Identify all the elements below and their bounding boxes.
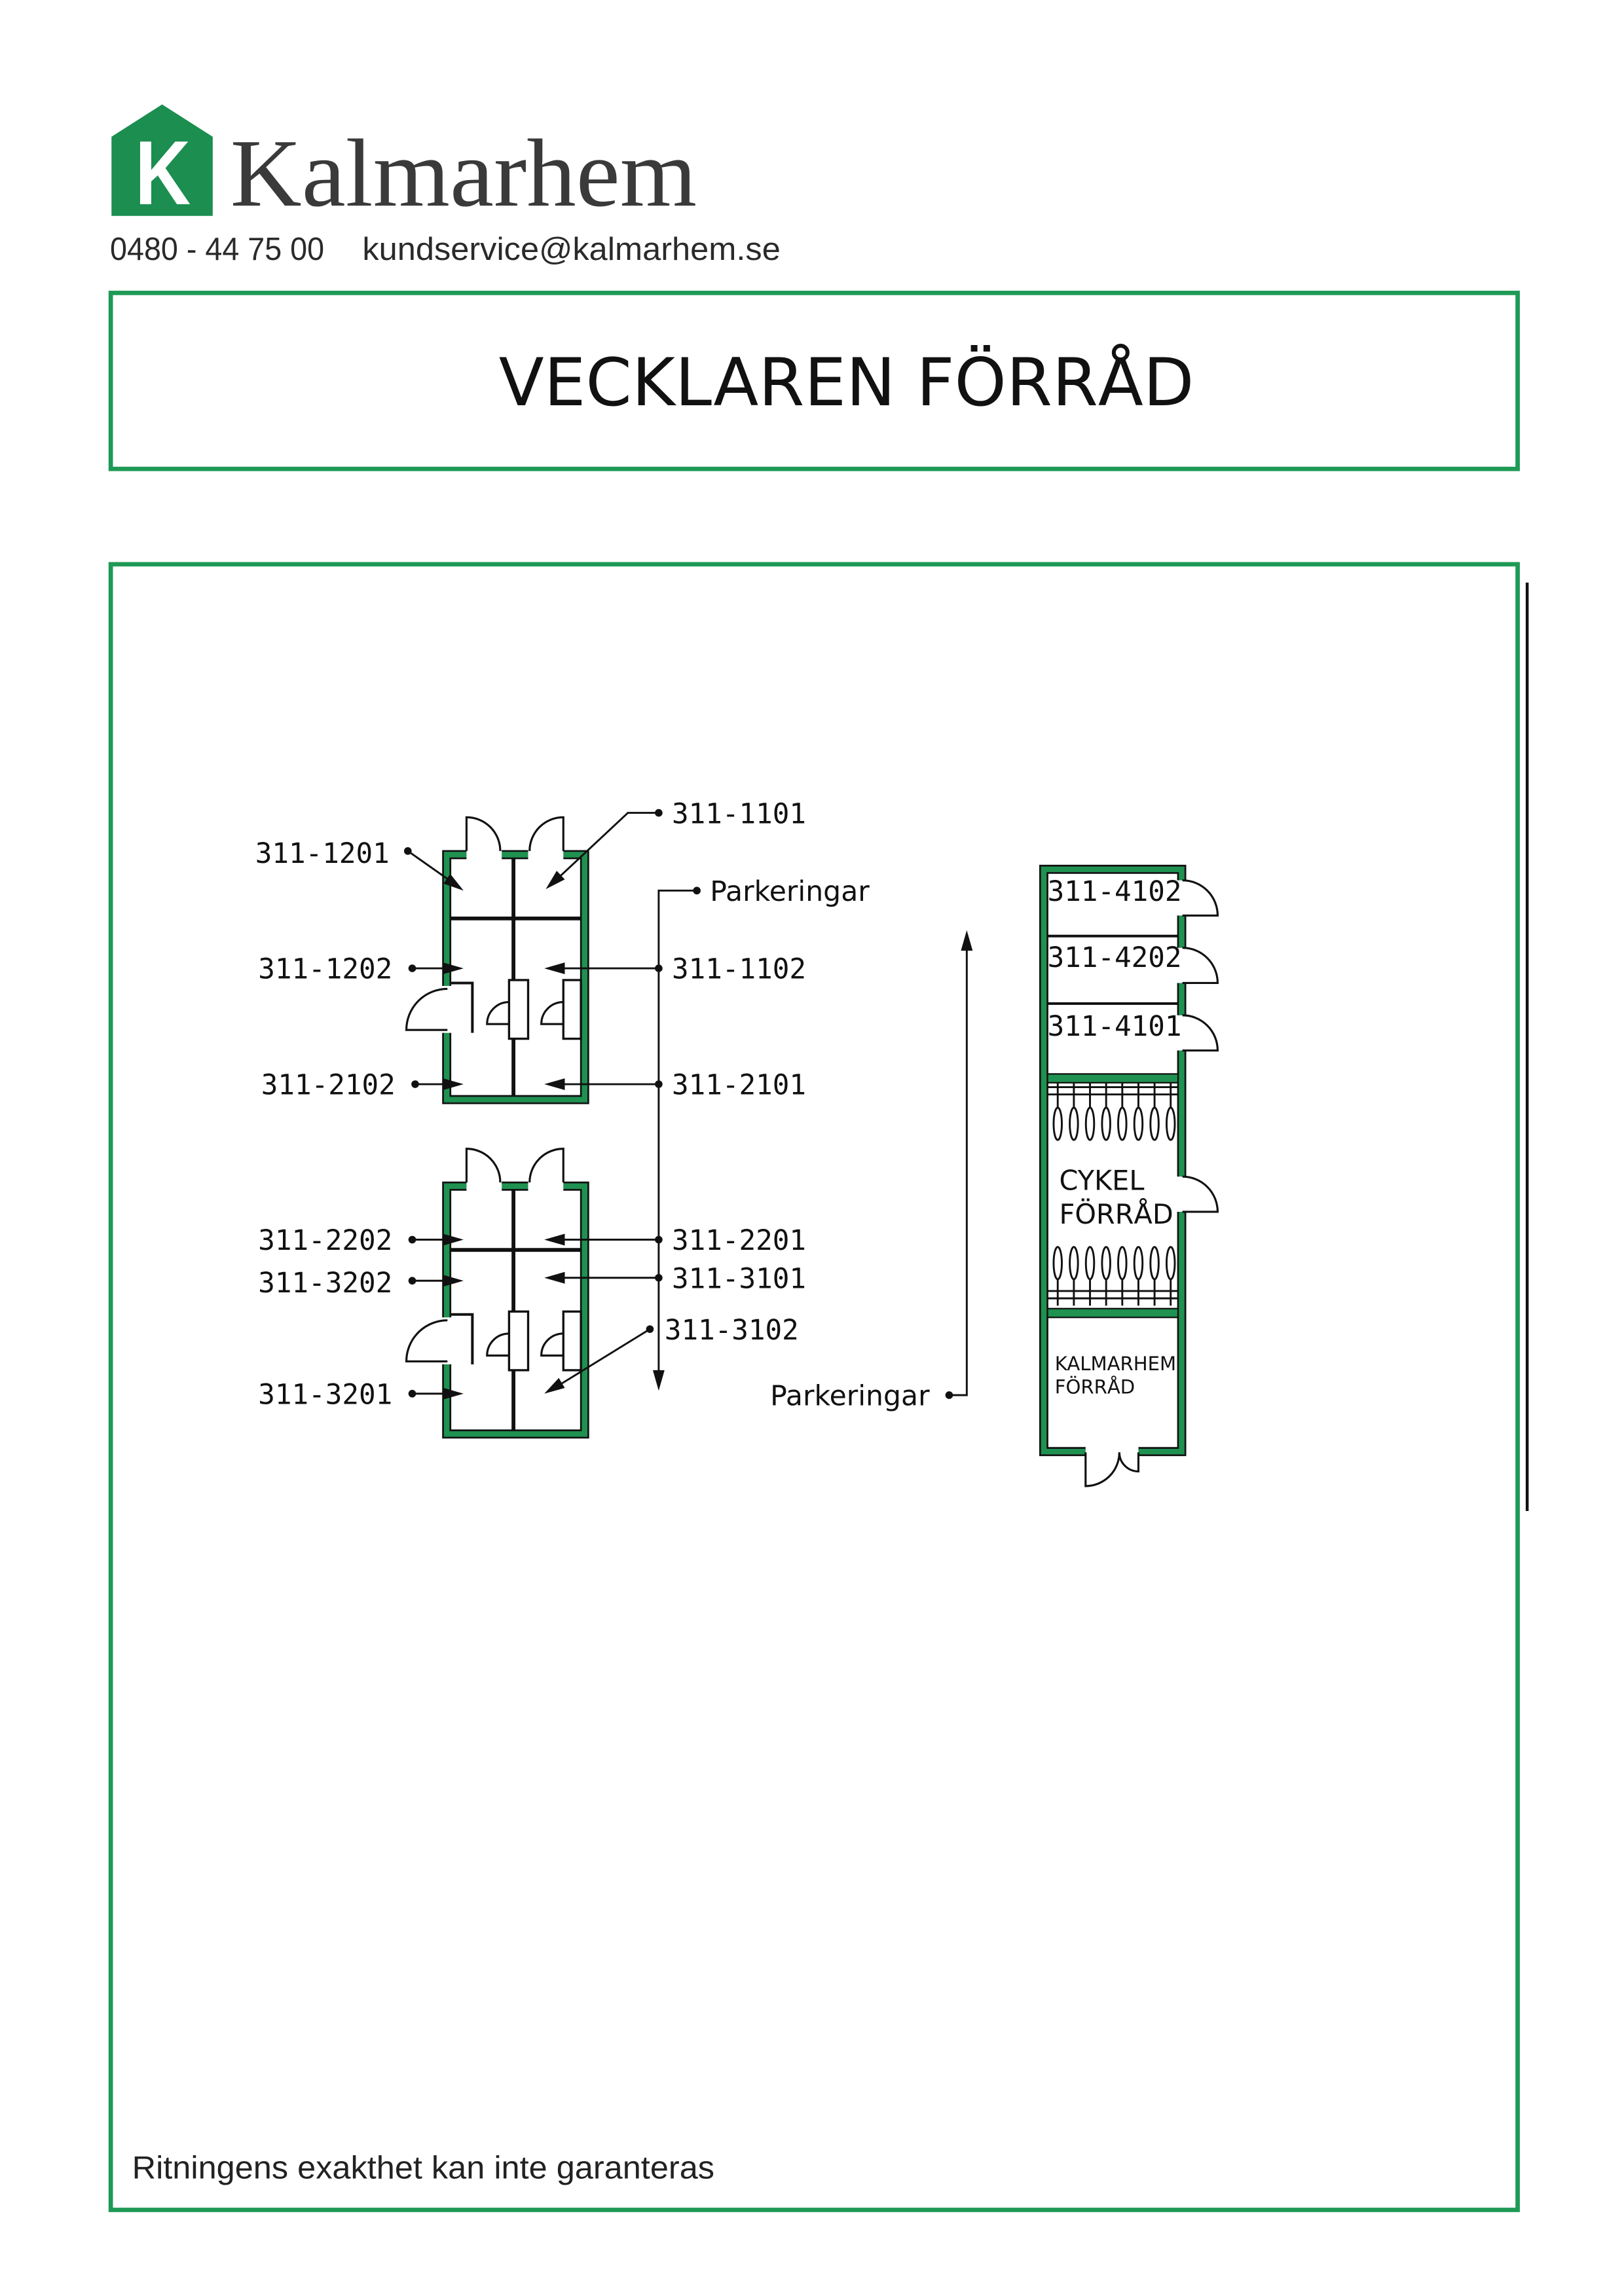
storage-unit-label: 311-2101: [672, 1068, 806, 1102]
parking-label: Parkeringar: [710, 875, 870, 909]
door-frame: [509, 1311, 528, 1370]
phone-number: 0480 - 44 75 00: [110, 231, 325, 268]
door-opening: [528, 1180, 564, 1193]
interior-wall: [1048, 1309, 1178, 1317]
door-opening: [466, 848, 502, 861]
door-opening: [440, 986, 453, 1033]
storage-unit-label: 311-2201: [672, 1224, 806, 1258]
storage-unit-label: 311-1102: [672, 953, 806, 986]
storage-unit-label: 311-1202: [258, 953, 393, 986]
storage-unit-label: 311-3202: [258, 1267, 393, 1300]
storage-unit-label: 311-4101: [1047, 1010, 1182, 1044]
kalmarhem-room-label: FÖRRÅD: [1054, 1376, 1135, 1398]
storage-unit-label: 311-2202: [258, 1224, 393, 1258]
parking-label: Parkeringar: [770, 1379, 930, 1413]
kalmarhem-room-label: KALMARHEM: [1054, 1352, 1177, 1375]
logo-letter: K: [135, 122, 191, 224]
door-opening: [1086, 1445, 1139, 1458]
door-opening: [528, 848, 564, 861]
page-title: VECKLAREN FÖRRÅD: [498, 343, 1194, 421]
door-frame: [509, 980, 528, 1039]
door-opening: [466, 1180, 502, 1193]
disclaimer-text: Ritningens exakthet kan inte garanteras: [132, 2149, 715, 2186]
bike-room-label: FÖRRÅD: [1059, 1198, 1173, 1230]
door-frame: [563, 980, 581, 1039]
bike-room-label: CYKEL: [1059, 1165, 1145, 1197]
storage-unit-label: 311-1101: [672, 797, 806, 831]
email-address: kundservice@kalmarhem.se: [362, 231, 781, 268]
storage-unit-label: 311-4102: [1047, 875, 1182, 909]
interior-wall: [1048, 1074, 1178, 1082]
storage-unit-label: 311-3201: [258, 1378, 393, 1412]
door-opening: [1175, 1176, 1188, 1212]
door-opening: [440, 1317, 453, 1364]
storage-unit-label: 311-1201: [255, 837, 390, 870]
door-frame: [563, 1311, 581, 1370]
storage-unit-label: 311-2102: [261, 1068, 396, 1102]
storage-unit-label: 311-4202: [1047, 941, 1182, 974]
storage-unit-label: 311-3101: [672, 1262, 806, 1296]
storage-unit-label: 311-3102: [664, 1313, 799, 1347]
brand-wordmark: Kalmarhem: [230, 119, 697, 227]
